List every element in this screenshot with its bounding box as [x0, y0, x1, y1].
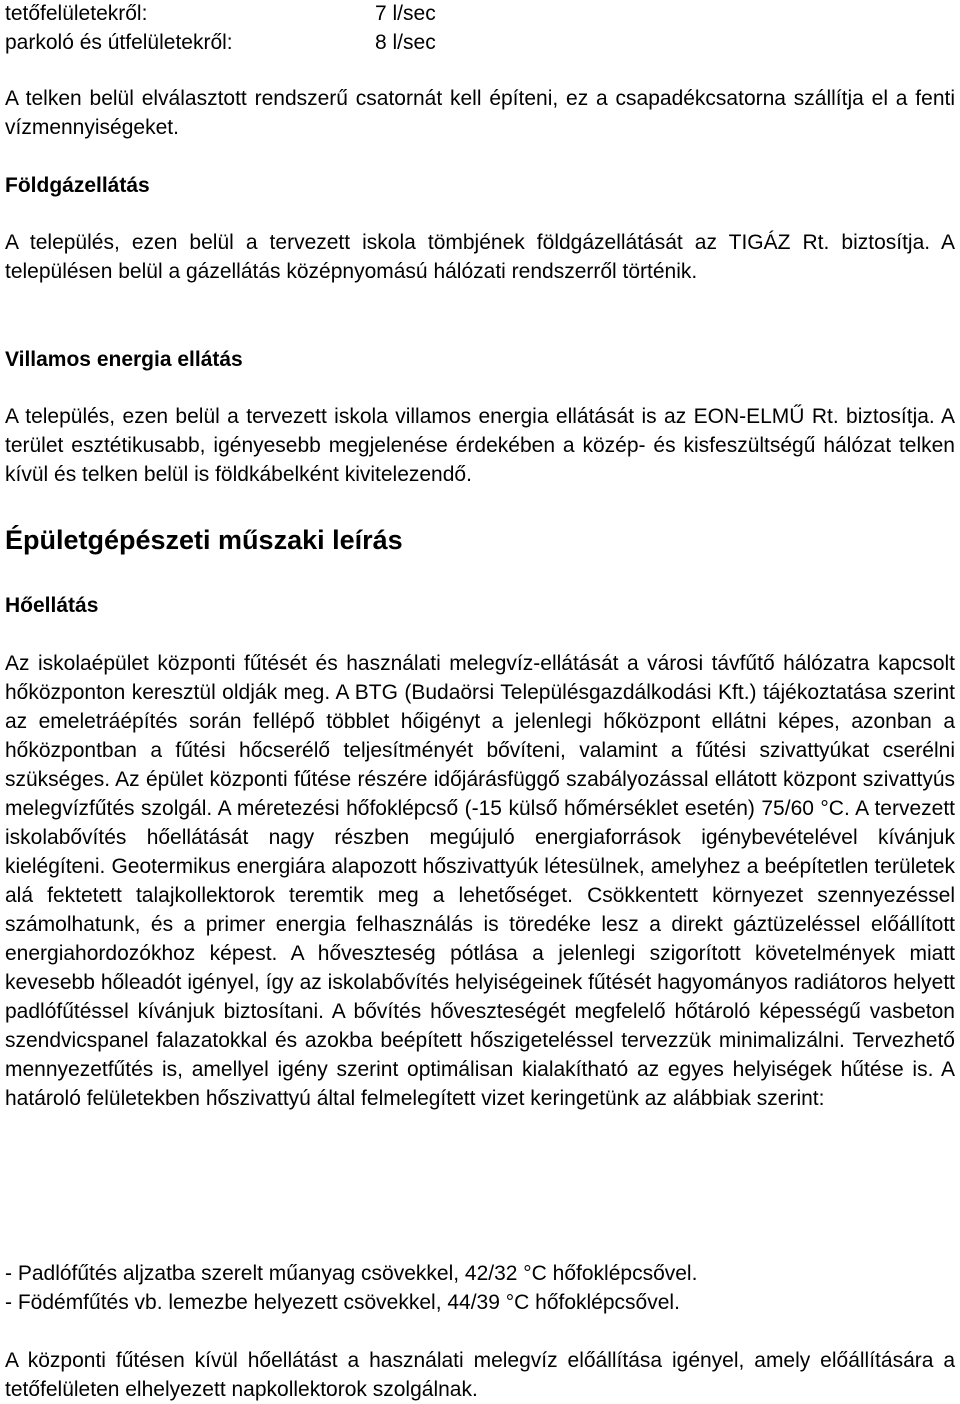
flow-row-roof — [5, 0, 955, 28]
heating-list — [5, 1259, 955, 1317]
list-item: - Padlófűtés aljzatba szerelt műanyag csövekkel, 42/32 °C hőfoklépcsővel. — [5, 1262, 698, 1285]
flow-value: 8 l/sec — [375, 31, 436, 54]
sewer-paragraph: A telken belül elválasztott rendszerű csatornát kell építeni, ez a csapadékcsatorna szállítja el a fenti vízmennyiségeket. — [5, 87, 955, 139]
electricity-heading: Villamos energia ellátás — [5, 348, 243, 371]
electricity-paragraph: A település, ezen belül a tervezett iskola villamos energia ellátását is az EON-ELMŰ Rt. biztosítja. A terület esztétikusabb, igényesebb megjelenése érdekében a közép- és kisfeszültségű hálózat telken kívül és telken belül is földkábelként kivitelezendő. — [5, 405, 955, 486]
flow-label: parkoló és útfelületekről: — [5, 31, 233, 54]
heat-supply-paragraph: Az iskolaépület központi fűtését és használati melegvíz-ellátását a városi távfűtő hálózatra kapcsolt hőközponton keresztül oldják meg. A BTG (Budaörsi Településgazdálkodási Kft.) tájékoztatása szerint az emeletráépítés során fellépő többlet hőigényt a jelenlegi hőközpont ellátni képes, azonban a hőközpontban a fűtési hőcserélő teljesítményét bővíteni, valamint a fűtési szivattyúkat cserélni szükséges. Az épület központi fűtése részére időjárásfüggő szabályozással ellátott központ szivattyús melegvízfűtés szolgál. A méretezési hőfoklépcső (-15 külső hőmérséklet esetén) 75/60 °C. A tervezett iskolabővítés hőellátását nagy részben megújuló energiaforrások igénybevételével kívánjuk kielégíteni. Geotermikus energiára alapozott hőszivattyúk létesülnek, amelyhez a beépítetlen területek alá fektetett talajkollektorok teremtik meg a lehetőséget. Csökkentett környezet szennyezéssel számolhatunk, és a primer energia felhasználás is töredéke lesz a direkt gáztüzeléssel előállított energiahordozókhoz képest. A hőveszteség pótlása a jelenlegi szigorított követelmények miatt kevesebb hőleadót igényel, így az iskolabővítés helyiségeinek fűtését hagyományos radiátoros helyett padlófűtéssel kívánjuk biztosítani. A bővítés hőveszteségét megfelelő hőtároló képességű vasbeton szendvicspanel falazatokkal és azokba beépített hőszigeteléssel tervezzük minimalizálni. Tervezhető mennyezetfűtés is, amellyel igény szerint optimálisan kialakítható az egyes helyiségek hűtése is. A határoló felületekben hőszivattyú által felmelegített vizet keringetünk az alábbiak szerint: — [5, 652, 955, 1110]
flow-row-parking — [5, 28, 955, 57]
flow-label: tetőfelületekről: — [5, 2, 148, 25]
flow-table — [5, 0, 955, 57]
gas-heading: Földgázellátás — [5, 174, 150, 197]
closing-paragraph: A központi fűtésen kívül hőellátást a használati melegvíz előállítása igényel, amely előállítására a tetőfelületen elhelyezett napkollektorok szolgálnak. — [5, 1349, 955, 1401]
building-services-heading: Épületgépészeti műszaki leírás — [5, 525, 403, 555]
gas-paragraph: A település, ezen belül a tervezett iskola tömbjének földgázellátását az TIGÁZ Rt. biztosítja. A településen belül a gázellátás középnyomású hálózati rendszerről történik. — [5, 231, 955, 283]
flow-value: 7 l/sec — [375, 2, 436, 25]
heat-supply-heading: Hőellátás — [5, 594, 99, 617]
list-item: - Födémfűtés vb. lemezbe helyezett csövekkel, 44/39 °C hőfoklépcsővel. — [5, 1291, 680, 1314]
